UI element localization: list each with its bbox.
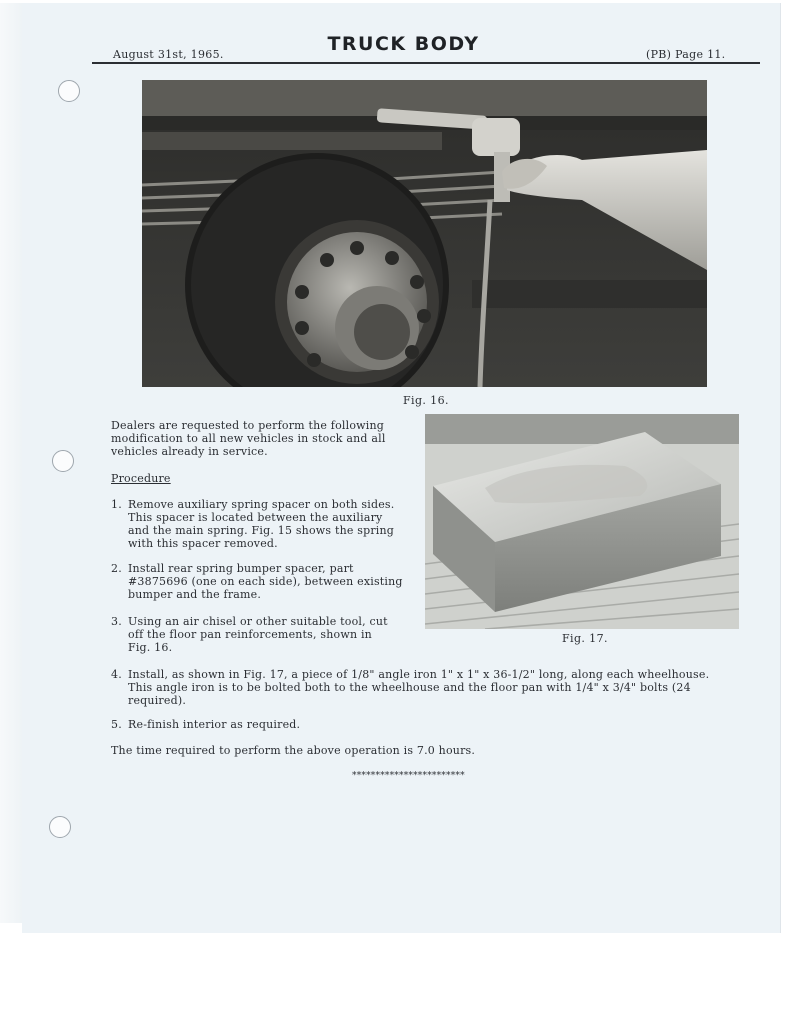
header-date: August 31st, 1965. (113, 48, 224, 61)
figure-16-photo (142, 80, 707, 387)
step-line: Fig. 16. (128, 641, 173, 654)
step-line: This angle iron is to be bolted both to the wheelhouse and the floor pan with 1/4" x 3/4" bolts (24 (128, 681, 691, 694)
step-line: bumper and the frame. (128, 588, 262, 601)
page-title: TRUCK BODY (327, 33, 480, 55)
figure-17-photo (425, 414, 739, 629)
page-edge (0, 3, 22, 923)
step-line: Remove auxiliary spring spacer on both sides. (128, 498, 395, 511)
header-rule (92, 62, 760, 64)
procedure-heading: Procedure (111, 472, 171, 485)
time-note: The time required to perform the above operation is 7.0 hours. (111, 744, 476, 757)
binder-hole (49, 816, 71, 838)
binder-hole (52, 450, 74, 472)
step-number: 5. (111, 718, 122, 731)
step-line: Using an air chisel or other suitable tool, cut (128, 615, 388, 628)
intro-paragraph: Dealers are requested to perform the following modification to all new vehicles in stock and all vehicles already in service. (111, 419, 386, 458)
step-line: with this spacer removed. (128, 537, 278, 550)
step-number: 2. (111, 562, 122, 575)
figure-16-caption: Fig. 16. (403, 394, 449, 407)
step-line: off the floor pan reinforcements, shown in (128, 628, 372, 641)
step-number: 1. (111, 498, 122, 511)
binder-hole (58, 80, 80, 102)
step-line: Install rear spring bumper spacer, part (128, 562, 354, 575)
page-number: (PB) Page 11. (646, 48, 726, 61)
step-line: required). (128, 694, 187, 707)
step-line: Install, as shown in Fig. 17, a piece of 1/8" angle iron 1" x 1" x 36-1/2" long, along each wheelhouse. (128, 668, 710, 681)
step-line: and the main spring. Fig. 15 shows the spring (128, 524, 395, 537)
step-line: #3875696 (one on each side), between existing (128, 575, 403, 588)
step-line: Re-finish interior as required. (128, 718, 301, 731)
step-line: This spacer is located between the auxiliary (128, 511, 383, 524)
step-number: 3. (111, 615, 122, 628)
step-number: 4. (111, 668, 122, 681)
section-separator: ************************ (352, 771, 465, 781)
figure-17-caption: Fig. 17. (562, 632, 608, 645)
